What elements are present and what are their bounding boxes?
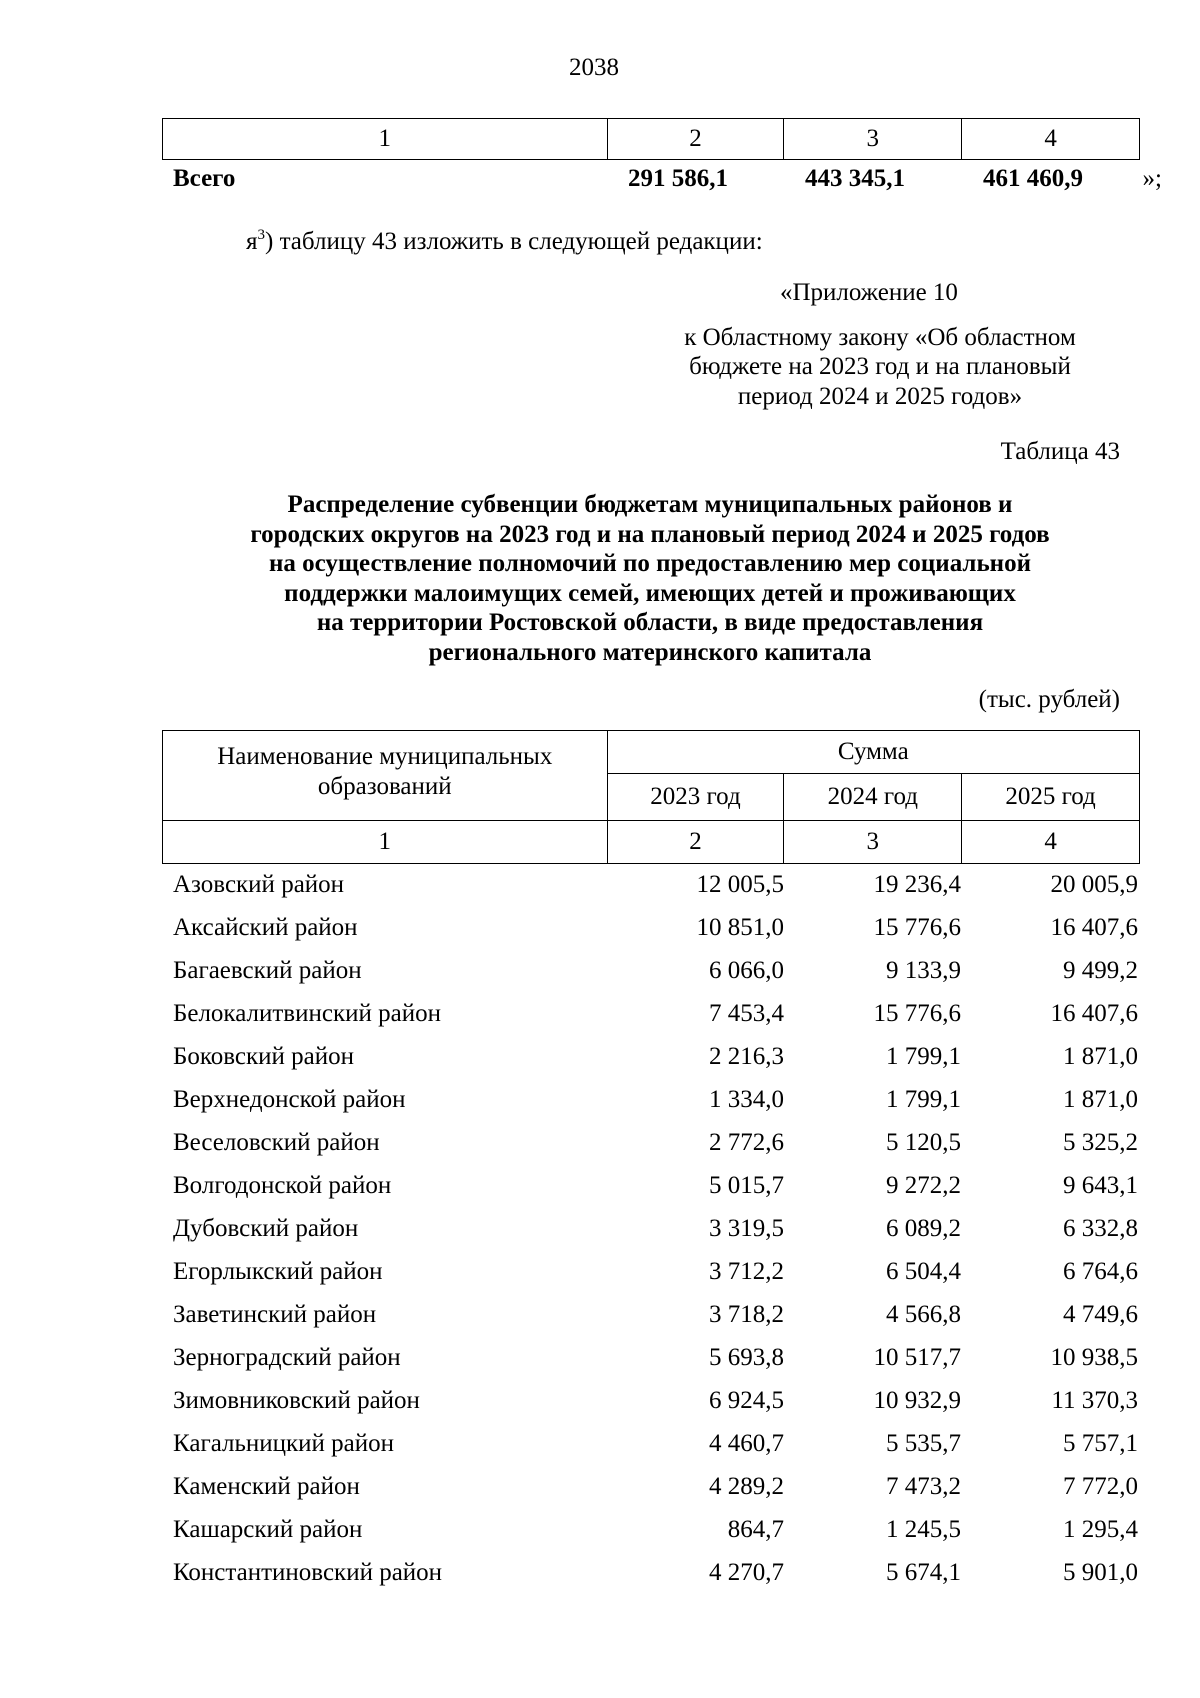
main-table-header bbox=[162, 730, 1140, 864]
column-number: 3 bbox=[784, 119, 962, 160]
table-row bbox=[162, 1387, 1140, 1430]
column-number: 1 bbox=[163, 119, 608, 160]
page-number: 2038 bbox=[569, 54, 619, 81]
value-2023: 12 005,5 bbox=[696, 871, 784, 898]
row-name: Кашарский район bbox=[173, 1516, 363, 1543]
row-name: Зимовниковский район bbox=[173, 1387, 420, 1414]
value-2024: 1 799,1 bbox=[886, 1043, 961, 1070]
row-name: Азовский район bbox=[173, 871, 345, 898]
row-name: Константиновский район bbox=[173, 1559, 443, 1586]
value-2024: 1 245,5 bbox=[886, 1516, 961, 1543]
value-2024: 5 120,5 bbox=[886, 1129, 961, 1156]
row-name: Багаевский район bbox=[173, 957, 362, 984]
value-2023: 3 712,2 bbox=[709, 1258, 784, 1285]
value-2025: 5 901,0 bbox=[1063, 1559, 1138, 1586]
value-2024: 5 674,1 bbox=[886, 1559, 961, 1586]
value-2024: 9 133,9 bbox=[886, 957, 961, 984]
total-label: Всего bbox=[173, 165, 236, 192]
value-2024: 9 272,2 bbox=[886, 1172, 961, 1199]
value-2025: 16 407,6 bbox=[1050, 914, 1138, 941]
value-2025: 6 764,6 bbox=[1063, 1258, 1138, 1285]
value-2023: 1 334,0 bbox=[709, 1086, 784, 1113]
row-name: Волгодонской район bbox=[173, 1172, 392, 1199]
value-2023: 2 216,3 bbox=[709, 1043, 784, 1070]
value-2025: 4 749,6 bbox=[1063, 1301, 1138, 1328]
row-name: Белокалитвинский район bbox=[173, 1000, 441, 1027]
total-value: 443 345,1 bbox=[805, 165, 905, 192]
value-2025: 5 325,2 bbox=[1063, 1129, 1138, 1156]
table-row bbox=[162, 1258, 1140, 1301]
table-row bbox=[162, 1000, 1140, 1043]
value-2024: 15 776,6 bbox=[873, 1000, 961, 1027]
value-2024: 7 473,2 bbox=[886, 1473, 961, 1500]
value-2024: 6 089,2 bbox=[886, 1215, 961, 1242]
value-2025: 11 370,3 bbox=[1051, 1387, 1138, 1414]
table-row bbox=[162, 1430, 1140, 1473]
table-row bbox=[162, 1215, 1140, 1258]
row-name: Дубовский район bbox=[173, 1215, 359, 1242]
column-number: 2 bbox=[607, 821, 784, 864]
value-2024: 5 535,7 bbox=[886, 1430, 961, 1457]
law-reference: к Областному закону «Об областном бюджете на 2023 год и на плановый период 2024 и 2025 годов» bbox=[684, 324, 1076, 410]
column-number: 3 bbox=[784, 821, 962, 864]
table-number: Таблица 43 bbox=[1000, 438, 1120, 465]
total-value: 461 460,9 bbox=[983, 165, 1083, 192]
value-2023: 3 718,2 bbox=[709, 1301, 784, 1328]
value-2024: 19 236,4 bbox=[873, 871, 961, 898]
row-name: Верхнедонской район bbox=[173, 1086, 406, 1113]
row-name: Каменский район bbox=[173, 1473, 360, 1500]
value-2023: 4 289,2 bbox=[709, 1473, 784, 1500]
value-2024: 10 517,7 bbox=[873, 1344, 961, 1371]
header-sum: Сумма bbox=[607, 731, 1139, 774]
column-number: 1 bbox=[163, 821, 608, 864]
value-2024: 10 932,9 bbox=[873, 1387, 961, 1414]
value-2023: 3 319,5 bbox=[709, 1215, 784, 1242]
table-row bbox=[162, 1129, 1140, 1172]
value-2023: 5 015,7 bbox=[709, 1172, 784, 1199]
table-row bbox=[162, 1559, 1140, 1602]
row-name: Егорлыкский район bbox=[173, 1258, 383, 1285]
value-2025: 9 643,1 bbox=[1063, 1172, 1138, 1199]
value-2024: 15 776,6 bbox=[873, 914, 961, 941]
appendix-heading: «Приложение 10 bbox=[780, 279, 958, 306]
table-row bbox=[162, 1301, 1140, 1344]
value-2025: 1 295,4 bbox=[1063, 1516, 1138, 1543]
value-2024: 1 799,1 bbox=[886, 1086, 961, 1113]
superscript: 3 bbox=[257, 227, 265, 243]
row-name: Боковский район bbox=[173, 1043, 354, 1070]
header-year: 2025 год bbox=[962, 774, 1140, 821]
value-2025: 1 871,0 bbox=[1063, 1043, 1138, 1070]
value-2025: 5 757,1 bbox=[1063, 1430, 1138, 1457]
value-2023: 10 851,0 bbox=[696, 914, 784, 941]
total-suffix: »; bbox=[1142, 165, 1162, 192]
value-2023: 4 270,7 bbox=[709, 1559, 784, 1586]
value-2024: 4 566,8 bbox=[886, 1301, 961, 1328]
row-name: Заветинский район bbox=[173, 1301, 377, 1328]
value-2025: 1 871,0 bbox=[1063, 1086, 1138, 1113]
column-number: 4 bbox=[962, 119, 1140, 160]
table-row bbox=[162, 1344, 1140, 1387]
table-row bbox=[162, 1172, 1140, 1215]
value-2023: 2 772,6 bbox=[709, 1129, 784, 1156]
value-2023: 4 460,7 bbox=[709, 1430, 784, 1457]
row-name: Кагальницкий район bbox=[173, 1430, 395, 1457]
column-number: 4 bbox=[962, 821, 1140, 864]
value-2025: 9 499,2 bbox=[1063, 957, 1138, 984]
header-name: Наименование муниципальных образований bbox=[163, 731, 608, 821]
value-2023: 6 924,5 bbox=[709, 1387, 784, 1414]
table-row bbox=[162, 871, 1140, 914]
table-title: Распределение субвенции бюджетам муниципальных районов и городских округов на 2023 год и на плановый период 2024 и 2025 годов на осуществление полномочий по предоставлению мер социальной поддержки малоимущих семей, имеющих детей и проживающих на территории Ростовской области, в виде предоставления регионального материнского капитала bbox=[250, 491, 1050, 666]
header-year: 2023 год bbox=[607, 774, 784, 821]
column-number: 2 bbox=[607, 119, 784, 160]
table-row bbox=[162, 1086, 1140, 1129]
total-value: 291 586,1 bbox=[628, 165, 728, 192]
value-2023: 5 693,8 bbox=[709, 1344, 784, 1371]
table-body bbox=[162, 871, 1140, 1602]
header-year: 2024 год bbox=[784, 774, 962, 821]
value-2023: 7 453,4 bbox=[709, 1000, 784, 1027]
units-label: (тыс. рублей) bbox=[978, 686, 1120, 713]
value-2023: 864,7 bbox=[727, 1516, 784, 1543]
value-2025: 10 938,5 bbox=[1050, 1344, 1138, 1371]
table-row bbox=[162, 1043, 1140, 1086]
value-2025: 7 772,0 bbox=[1063, 1473, 1138, 1500]
table-row bbox=[162, 914, 1140, 957]
table-row bbox=[162, 957, 1140, 1000]
table-row bbox=[162, 1516, 1140, 1559]
table-row bbox=[162, 1473, 1140, 1516]
amendment-instruction: $я^3$) таблицу 43 изложить в следующей редакции: bbox=[246, 227, 763, 255]
value-2023: 6 066,0 bbox=[709, 957, 784, 984]
row-name: Аксайский район bbox=[173, 914, 358, 941]
value-2024: 6 504,4 bbox=[886, 1258, 961, 1285]
row-name: Зерноградский район bbox=[173, 1344, 401, 1371]
continuation-table-header bbox=[162, 118, 1140, 160]
row-name: Веселовский район bbox=[173, 1129, 380, 1156]
value-2025: 6 332,8 bbox=[1063, 1215, 1138, 1242]
total-row bbox=[162, 165, 1162, 201]
value-2025: 20 005,9 bbox=[1050, 871, 1138, 898]
value-2025: 16 407,6 bbox=[1050, 1000, 1138, 1027]
